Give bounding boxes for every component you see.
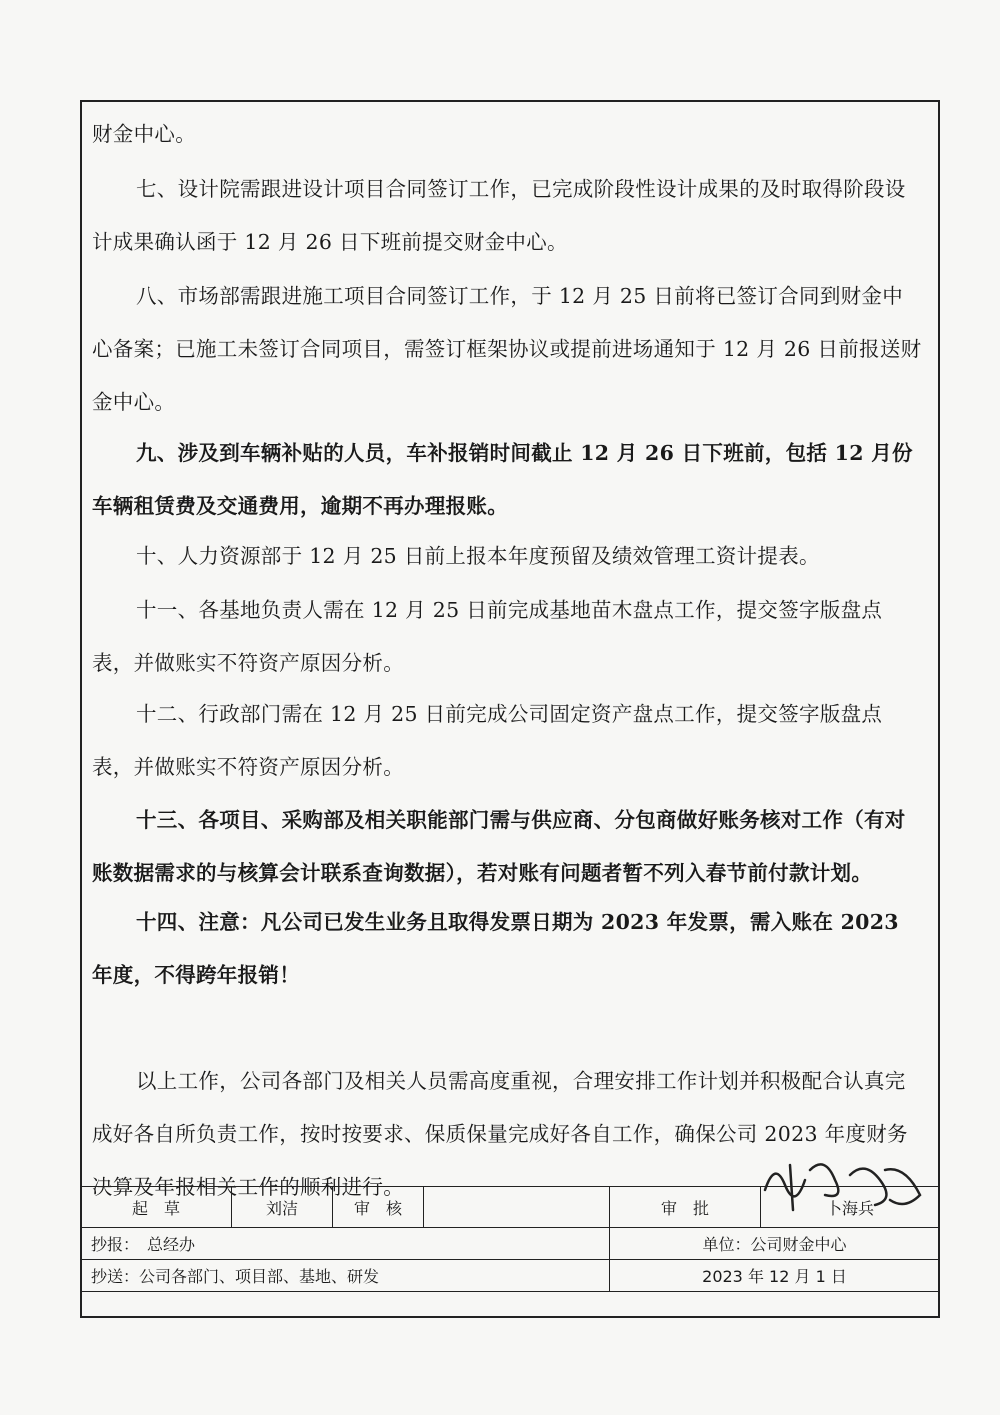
- paragraph-9: 以上工作，公司各部门及相关人员需高度重视，合理安排工作计划并积极配合认真完成好各自所负责工作，按时按要求、保质保量完成好各自工作，确保公司 2023 年度财务决算及年报相关工作的顺利进行。: [92, 1069, 908, 1199]
- paragraph-6: 十二、行政部门需在 12 月 25 日前完成公司固定资产盘点工作，提交签字版盘点表，并做账实不符资产原因分析。: [92, 702, 883, 779]
- approval-table: [80, 1186, 940, 1292]
- paragraph-0: 财金中心。: [92, 122, 196, 146]
- paragraph-2: 八、市场部需跟进施工项目合同签订工作，于 12 月 25 日前将已签订合同到财金中心备案；已施工未签订合同项目，需签订框架协议或提前进场通知于 12 月 26 日前报送财金中心。: [92, 284, 922, 414]
- paragraph-8: 十四、注意：凡公司已发生业务且取得发票日期为 2023 年发票，需入账在 2023 年度，不得跨年报销！: [92, 910, 899, 987]
- approve-name: 卜海兵: [761, 1187, 940, 1228]
- draft-name: 刘洁: [232, 1187, 333, 1228]
- paragraph-7: 十三、各项目、采购部及相关职能部门需与供应商、分包商做好账务核对工作（有对账数据需求的与核算会计联系查询数据），若对账有问题者暂不列入春节前付款计划。: [92, 808, 906, 885]
- approve-label: 审 批: [610, 1187, 761, 1228]
- unit: 单位：公司财金中心: [610, 1228, 940, 1260]
- review-name: [424, 1187, 610, 1228]
- draft-label: 起 草: [81, 1187, 232, 1228]
- cc-send: 抄送：公司各部门、项目部、基地、研发: [81, 1260, 610, 1292]
- review-label: 审 核: [333, 1187, 424, 1228]
- paragraph-1: 七、设计院需跟进设计项目合同签订工作，已完成阶段性设计成果的及时取得阶段设计成果确认函于 12 月 26 日下班前提交财金中心。: [92, 177, 906, 254]
- issue-date: 2023 年 12 月 1 日: [610, 1260, 940, 1292]
- cc-report: 抄报： 总经办: [81, 1228, 610, 1260]
- paragraph-4: 十、人力资源部于 12 月 25 日前上报本年度预留及绩效管理工资计提表。: [136, 544, 820, 568]
- paragraph-5: 十一、各基地负责人需在 12 月 25 日前完成基地苗木盘点工作，提交签字版盘点表，并做账实不符资产原因分析。: [92, 598, 883, 675]
- paragraph-3: 九、涉及到车辆补贴的人员，车补报销时间截止 12 月 26 日下班前，包括 12 月份车辆租赁费及交通费用，逾期不再办理报账。: [92, 441, 913, 518]
